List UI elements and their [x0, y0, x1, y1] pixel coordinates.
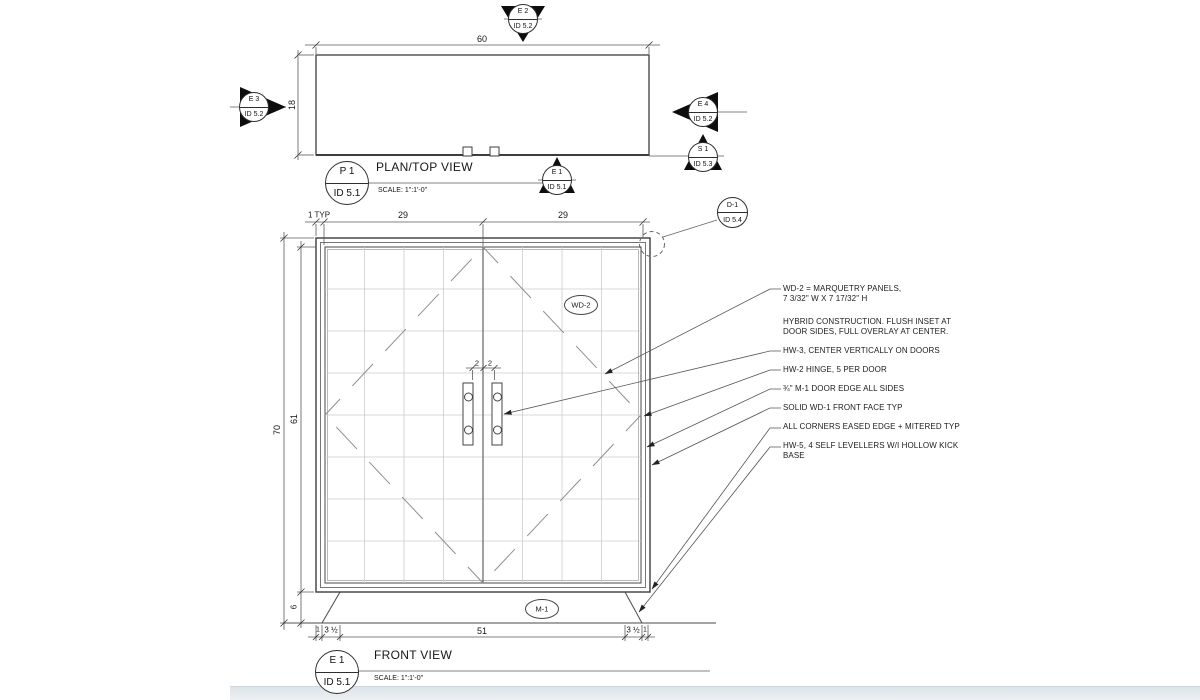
wd2-tag-label: WD-2 [571, 300, 591, 310]
note-m1-edge: ¾" M-1 DOOR EDGE ALL SIDES [783, 384, 905, 393]
m1-tag-label: M-1 [535, 604, 549, 614]
detail-callout-d1 [640, 220, 718, 257]
note-hw5-line2: BASE [783, 451, 805, 460]
leader-wd1 [652, 408, 781, 465]
plan-view-outline [316, 55, 649, 156]
viewport-edge-band [230, 686, 1200, 700]
dim-handle-right: 2 [487, 358, 493, 368]
dim-handle-left: 2 [474, 358, 480, 368]
dim-door-left: 29 [397, 210, 409, 220]
marker-s1: S 1 ID 5.3 [688, 142, 718, 172]
note-hw3: HW-3, CENTER VERTICALLY ON DOORS [783, 346, 940, 355]
marker-e4: E 4 ID 5.2 [688, 97, 718, 127]
dim-kick-height: 6 [289, 604, 299, 610]
note-hybrid-line1: HYBRID CONSTRUCTION. FLUSH INSET AT [783, 317, 952, 326]
marker-e1: E 1 ID 5.1 [542, 165, 572, 195]
note-hybrid-line2: DOOR SIDES, FULL OVERLAY AT CENTER. [783, 327, 949, 336]
marker-e3: E 3 ID 5.2 [239, 92, 269, 122]
dim-frame-typ: 1 TYP [307, 210, 331, 220]
note-hw2: HW-2 HINGE, 5 PER DOOR [783, 365, 887, 374]
marker-e2: E 2 ID 5.2 [508, 4, 538, 34]
note-corners: ALL CORNERS EASED EDGE + MITERED TYP [783, 422, 960, 431]
dim-plan-width: 60 [476, 34, 488, 44]
dim-total-height: 70 [272, 424, 282, 436]
front-view-tag: E 1 ID 5.1 [315, 650, 359, 694]
plan-view-title: PLAN/TOP VIEW [376, 160, 473, 174]
door-pull-right [492, 383, 502, 445]
plan-pull-right [490, 147, 499, 156]
dim-plan-depth: 18 [287, 99, 297, 111]
dim-kick-slope-right: 3 ½ [626, 625, 640, 635]
dim-kick-width: 51 [476, 626, 488, 636]
note-wd2-line1: WD-2 = MARQUETRY PANELS, [783, 284, 902, 293]
note-wd1: SOLID WD-1 FRONT FACE TYP [783, 403, 903, 412]
note-wd2-line2: 7 3/32" W X 7 17/32" H [783, 294, 868, 303]
plan-view-tag: P 1 ID 5.1 [325, 161, 369, 205]
front-view-title: FRONT VIEW [374, 648, 453, 662]
dim-door-height: 61 [289, 413, 299, 425]
plan-view-scale: SCALE: 1":1'-0" [378, 187, 428, 194]
note-hw5-line1: HW-5, 4 SELF LEVELLERS W/I HOLLOW KICK [783, 441, 959, 450]
plan-pull-left [463, 147, 472, 156]
dim-kick-edge-right: 1 [643, 626, 647, 634]
dim-door-right: 29 [557, 210, 569, 220]
leader-m1-edge [647, 389, 781, 447]
leader-corners [652, 428, 781, 589]
leader-hw5 [639, 447, 781, 612]
callout-d1-tag: D-1 ID 5.4 [717, 197, 748, 228]
dim-kick-edge-left: 1 [316, 626, 320, 634]
dim-kick-slope-left: 3 ½ [324, 625, 338, 635]
door-pull-left [463, 383, 473, 445]
leader-hw2 [644, 370, 781, 416]
front-view-scale: SCALE: 1":1'-0" [374, 675, 424, 682]
